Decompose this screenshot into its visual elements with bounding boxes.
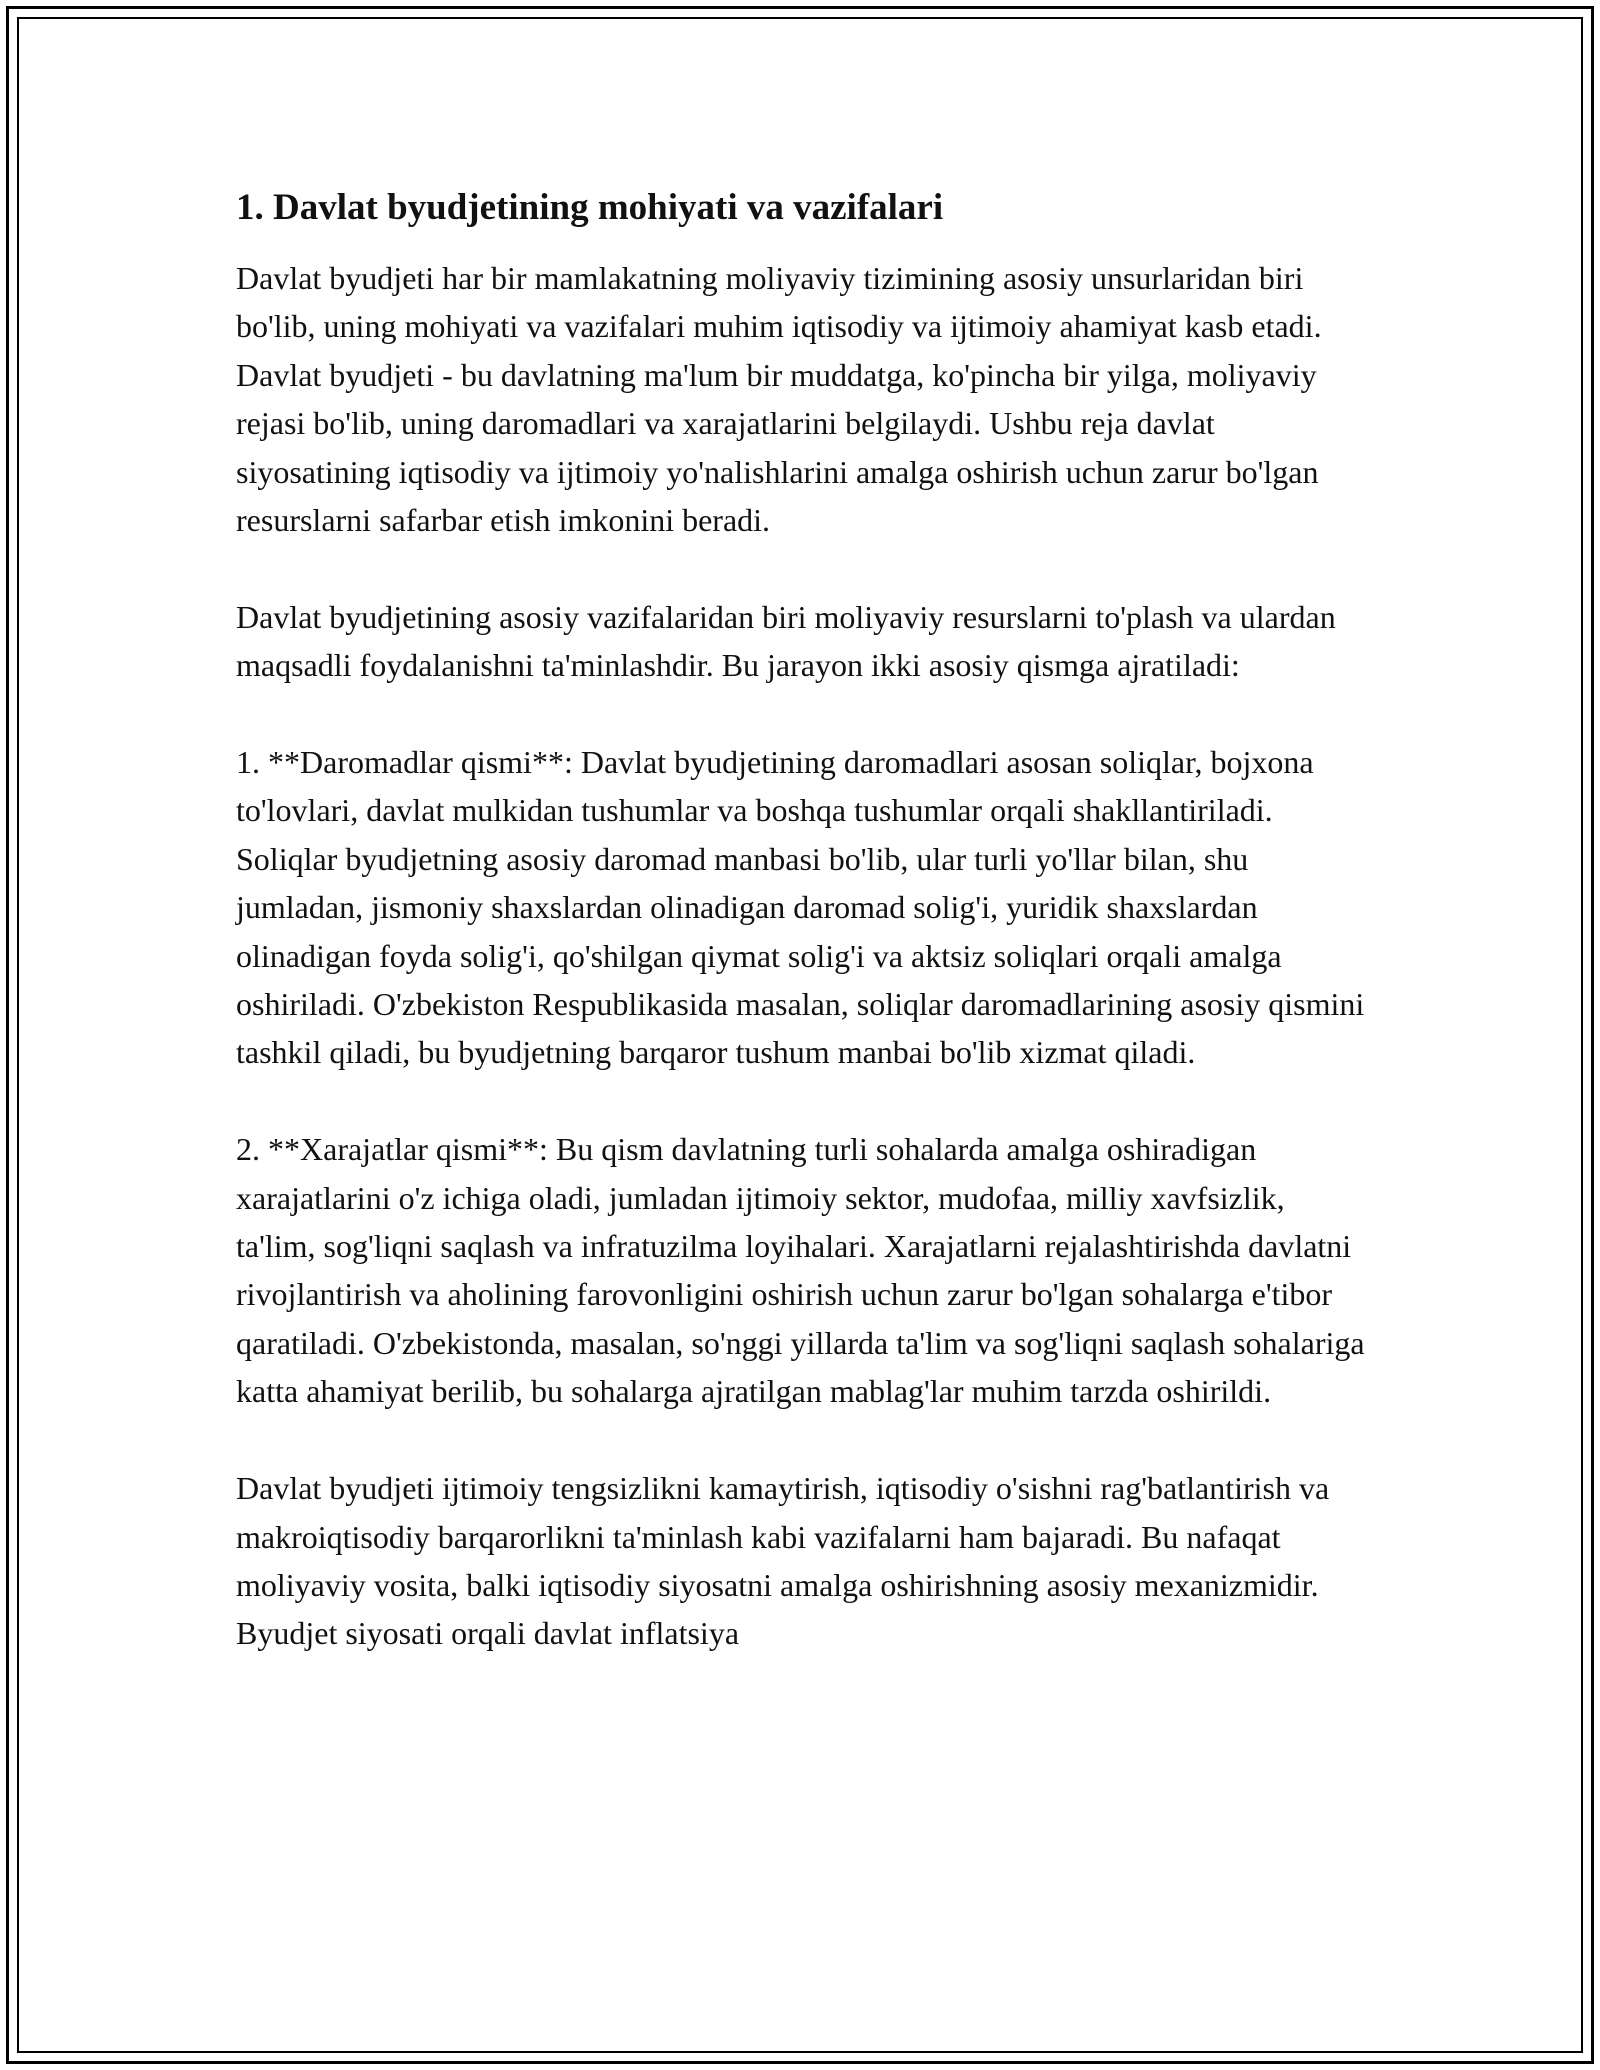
document-body <box>236 184 1366 1658</box>
section-heading: 1. Davlat byudjetining mohiyati va vazifalari <box>236 187 944 228</box>
paragraph-expenditure-part: 2. **Xarajatlar qismi**: Bu qism davlatning turli sohalarda amalga oshiradigan xarajatlarini o'z ichiga oladi, jumladan ijtimoiy sektor, mudofaa, milliy xavfsizlik, ta'lim, sog'liqni saqlash va infratuzilma loyihalari. Xarajatlarni rejalashtirishda davlatni rivojlantirish va aholining farovonligini oshirish uchun zarur bo'lgan sohalarga e'tibor qaratiladi. O'zbekistonda, masalan, so'nggi yillarda ta'lim va sog'liqni saqlash sohalariga katta ahamiyat berilib, bu sohalarga ajratilgan mablag'lar muhim tarzda oshirildi. <box>236 1131 1365 1410</box>
paragraph-social-role: Davlat byudjeti ijtimoiy tengsizlikni kamaytirish, iqtisodiy o'sishni rag'batlantirish va makroiqtisodiy barqarorlikni ta'minlash kabi vazifalarni ham bajaradi. Bu nafaqat moliyaviy vosita, balki iqtisodiy siyosatni amalga oshirishning asosiy mexanizmidir. Byudjet siyosati orqali davlat inflatsiya <box>236 1470 1330 1652</box>
paragraph-revenue-part: 1. **Daromadlar qismi**: Davlat byudjetining daromadlari asosan soliqlar, bojxona to'lovlari, davlat mulkidan tushumlar va boshqa tushumlar orqali shakllantiriladi. Soliqlar byudjetning asosiy daromad manbasi bo'lib, ular turli yo'llar bilan, shu jumladan, jismoniy shaxslardan olinadigan daromad solig'i, yuridik shaxslardan olinadigan foyda solig'i, qo'shilgan qiymat solig'i va aktsiz soliqlari orqali amalga oshiriladi. O'zbekiston Respublikasida masalan, soliqlar daromadlarining asosiy qismini tashkil qiladi, bu byudjetning barqaror tushum manbai bo'lib xizmat qiladi. <box>236 744 1365 1071</box>
paragraph-functions: Davlat byudjetining asosiy vazifalaridan biri moliyaviy resurslarni to'plash va ulardan maqsadli foydalanishni ta'minlashdir. Bu jarayon ikki asosiy qismga ajratiladi: <box>236 598 1336 684</box>
paragraph-intro: Davlat byudjeti har bir mamlakatning moliyaviy tizimining asosiy unsurlaridan biri bo'lib, uning mohiyati va vazifalari muhim iqtisodiy va ijtimoiy ahamiyat kasb etadi. Davlat byudjeti - bu davlatning ma'lum bir muddatga, ko'pincha bir yilga, moliyaviy rejasi bo'lib, uning daromadlari va xarajatlarini belgilaydi. Ushbu reja davlat siyosatining iqtisodiy va ijtimoiy yo'nalishlarini amalga oshirish uchun zarur bo'lgan resurslarni safarbar etish imkonini beradi. <box>236 260 1322 539</box>
